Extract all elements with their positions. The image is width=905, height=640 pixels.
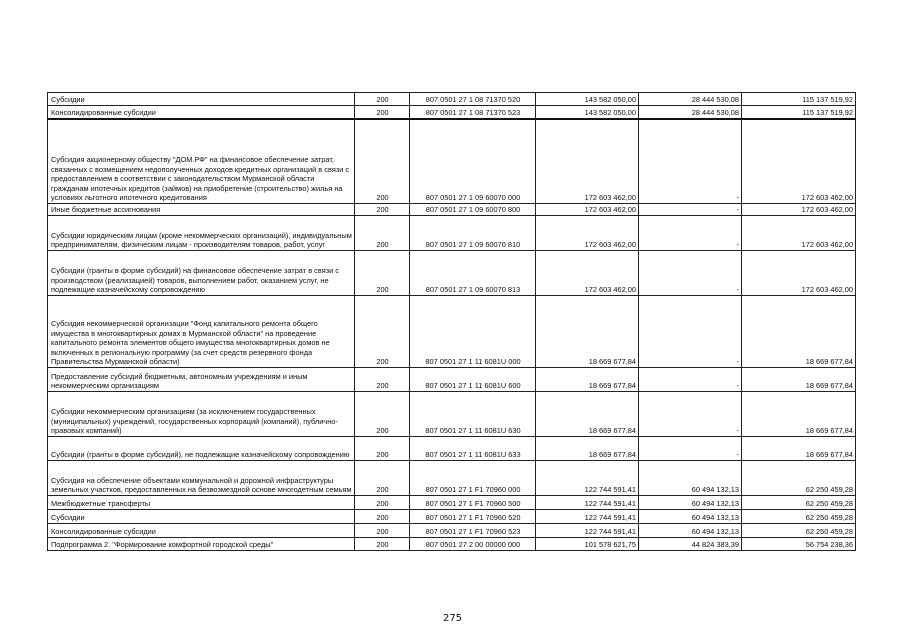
row-amount-executed: - bbox=[639, 296, 742, 368]
row-amount-approved: 18 669 677,84 bbox=[536, 437, 639, 461]
row-code: 200 bbox=[355, 392, 410, 437]
row-amount-remaining: 56 754 238,36 bbox=[742, 538, 856, 551]
table-row bbox=[48, 106, 856, 119]
table-row bbox=[48, 437, 856, 461]
row-amount-approved: 18 669 677,84 bbox=[536, 296, 639, 368]
row-amount-executed: 28 444 530,08 bbox=[639, 93, 742, 106]
table-row bbox=[48, 510, 856, 524]
table-row bbox=[48, 496, 856, 510]
row-amount-approved: 172 603 462,00 bbox=[536, 251, 639, 296]
row-code: 200 bbox=[355, 461, 410, 496]
table-row bbox=[48, 524, 856, 538]
row-kbk: 807 0501 27 1 09 60070 810 bbox=[410, 216, 536, 251]
row-name: Субсидии (гранты в форме субсидий) на финансовое обеспечение затрат в связи с производством (реализацией) товаров, выполнением работ, оказанием услуг, не подлежащие казначейскому сопровождению bbox=[48, 251, 355, 296]
row-name: Субсидии bbox=[48, 93, 355, 106]
row-amount-executed: 60 494 132,13 bbox=[639, 510, 742, 524]
row-name: Субсидии юридическим лицам (кроме некоммерческих организаций), индивидуальным предпринимателям, физическим лицам - производителям товаров, работ, услуг bbox=[48, 216, 355, 251]
row-kbk: 807 0501 27 1 09 60070 813 bbox=[410, 251, 536, 296]
row-name: Субсидии bbox=[48, 510, 355, 524]
row-amount-remaining: 18 669 677,84 bbox=[742, 437, 856, 461]
table-row bbox=[48, 93, 856, 106]
table-row bbox=[48, 461, 856, 496]
row-kbk: 807 0501 27 1 09 60070 800 bbox=[410, 204, 536, 216]
row-amount-remaining: 172 603 462,00 bbox=[742, 251, 856, 296]
row-amount-executed: 60 494 132,13 bbox=[639, 496, 742, 510]
row-amount-remaining: 172 603 462,00 bbox=[742, 216, 856, 251]
row-kbk: 807 0501 27 1 11 6081U 600 bbox=[410, 368, 536, 392]
row-name: Предоставление субсидий бюджетным, автономным учреждениям и иным некоммерческим организациям bbox=[48, 368, 355, 392]
row-amount-remaining: 172 603 462,00 bbox=[742, 204, 856, 216]
table-row bbox=[48, 204, 856, 216]
row-name: Консолидированные субсидии bbox=[48, 524, 355, 538]
budget-table bbox=[47, 92, 856, 551]
row-name: Консолидированные субсидии bbox=[48, 106, 355, 119]
row-amount-executed: 28 444 530,08 bbox=[639, 106, 742, 119]
table-row bbox=[48, 251, 856, 296]
row-amount-executed: - bbox=[639, 216, 742, 251]
row-amount-approved: 172 603 462,00 bbox=[536, 119, 639, 204]
row-code: 200 bbox=[355, 496, 410, 510]
row-kbk: 807 0501 27 2 00 00000 000 bbox=[410, 538, 536, 551]
row-kbk: 807 0501 27 1 08 71370 520 bbox=[410, 93, 536, 106]
row-code: 200 bbox=[355, 216, 410, 251]
row-amount-remaining: 115 137 519,92 bbox=[742, 106, 856, 119]
row-code: 200 bbox=[355, 437, 410, 461]
row-amount-executed: - bbox=[639, 119, 742, 204]
row-amount-remaining: 62 250 459,28 bbox=[742, 524, 856, 538]
row-amount-approved: 122 744 591,41 bbox=[536, 510, 639, 524]
row-name: Субсидия некоммерческой организации "Фонд капитального ремонта общего имущества в многоквартирных домах в Мурманской области" на проведение капитального ремонта элементов общего имущества многоквартирных домов не включенных в региональную программу (за счет средств резервного фонда Правительства Мурманской области) bbox=[48, 296, 355, 368]
row-amount-executed: - bbox=[639, 368, 742, 392]
row-amount-remaining: 62 250 459,28 bbox=[742, 510, 856, 524]
row-amount-remaining: 18 669 677,84 bbox=[742, 296, 856, 368]
row-amount-executed: 60 494 132,13 bbox=[639, 524, 742, 538]
row-name: Подпрограмма 2. "Формирование комфортной городской среды" bbox=[48, 538, 355, 551]
row-code: 200 bbox=[355, 119, 410, 204]
row-kbk: 807 0501 27 1 F1 70960 523 bbox=[410, 524, 536, 538]
row-amount-executed: - bbox=[639, 204, 742, 216]
row-name: Межбюджетные трансферты bbox=[48, 496, 355, 510]
row-amount-executed: 44 824 383,39 bbox=[639, 538, 742, 551]
row-amount-executed: - bbox=[639, 392, 742, 437]
table-row bbox=[48, 538, 856, 551]
row-amount-approved: 101 578 621,75 bbox=[536, 538, 639, 551]
row-name: Субсидии некоммерческим организациям (за исключением государственных (муниципальных) учреждений, государственных корпораций (компаний), публично-правовых компаний) bbox=[48, 392, 355, 437]
row-amount-executed: - bbox=[639, 437, 742, 461]
row-amount-approved: 172 603 462,00 bbox=[536, 216, 639, 251]
row-amount-remaining: 62 250 459,28 bbox=[742, 496, 856, 510]
row-kbk: 807 0501 27 1 11 6081U 633 bbox=[410, 437, 536, 461]
row-code: 200 bbox=[355, 538, 410, 551]
table-row bbox=[48, 119, 856, 204]
page-number: 275 bbox=[442, 613, 463, 624]
row-amount-approved: 122 744 591,41 bbox=[536, 461, 639, 496]
row-code: 200 bbox=[355, 251, 410, 296]
row-kbk: 807 0501 27 1 F1 70960 500 bbox=[410, 496, 536, 510]
row-amount-executed: - bbox=[639, 251, 742, 296]
row-name: Субсидия акционерному обществу "ДОМ.РФ" на финансовое обеспечение затрат, связанных с возмещением недополученных доходов кредитных организаций в связи с предоставлением в соответствии с законодательством Мурманской области гражданам ипотечных кредитов (займов) на приобретение (строительство) жилья на условиях льготного ипотечного кредитования bbox=[48, 119, 355, 204]
table-row bbox=[48, 216, 856, 251]
row-kbk: 807 0501 27 1 09 60070 000 bbox=[410, 119, 536, 204]
row-kbk: 807 0501 27 1 11 6081U 000 bbox=[410, 296, 536, 368]
row-code: 200 bbox=[355, 510, 410, 524]
row-amount-remaining: 18 669 677,84 bbox=[742, 392, 856, 437]
row-kbk: 807 0501 27 1 08 71370 523 bbox=[410, 106, 536, 119]
row-code: 200 bbox=[355, 93, 410, 106]
table-row bbox=[48, 392, 856, 437]
row-name: Иные бюджетные ассигнования bbox=[48, 204, 355, 216]
row-amount-approved: 143 582 050,00 bbox=[536, 93, 639, 106]
row-kbk: 807 0501 27 1 11 6081U 630 bbox=[410, 392, 536, 437]
row-amount-approved: 18 669 677,84 bbox=[536, 392, 639, 437]
row-amount-remaining: 62 250 459,28 bbox=[742, 461, 856, 496]
row-code: 200 bbox=[355, 368, 410, 392]
row-kbk: 807 0501 27 1 F1 70960 000 bbox=[410, 461, 536, 496]
row-amount-approved: 122 744 591,41 bbox=[536, 496, 639, 510]
row-amount-approved: 143 582 050,00 bbox=[536, 106, 639, 119]
row-amount-executed: 60 494 132,13 bbox=[639, 461, 742, 496]
row-amount-remaining: 115 137 519,92 bbox=[742, 93, 856, 106]
row-name: Субсидии (гранты в форме субсидий), не подлежащие казначейскому сопровождению bbox=[48, 437, 355, 461]
row-code: 200 bbox=[355, 524, 410, 538]
row-amount-approved: 18 669 677,84 bbox=[536, 368, 639, 392]
row-amount-approved: 122 744 591,41 bbox=[536, 524, 639, 538]
row-code: 200 bbox=[355, 296, 410, 368]
budget-table-body bbox=[48, 93, 856, 551]
row-amount-remaining: 172 603 462,00 bbox=[742, 119, 856, 204]
table-row bbox=[48, 296, 856, 368]
row-code: 200 bbox=[355, 204, 410, 216]
row-kbk: 807 0501 27 1 F1 70960 520 bbox=[410, 510, 536, 524]
row-amount-approved: 172 603 462,00 bbox=[536, 204, 639, 216]
row-code: 200 bbox=[355, 106, 410, 119]
row-amount-remaining: 18 669 677,84 bbox=[742, 368, 856, 392]
table-row bbox=[48, 368, 856, 392]
row-name: Субсидия на обеспечение объектами коммунальной и дорожной инфраструктуры земельных участков, предоставленных на безвозмездной основе многодетным семьям bbox=[48, 461, 355, 496]
